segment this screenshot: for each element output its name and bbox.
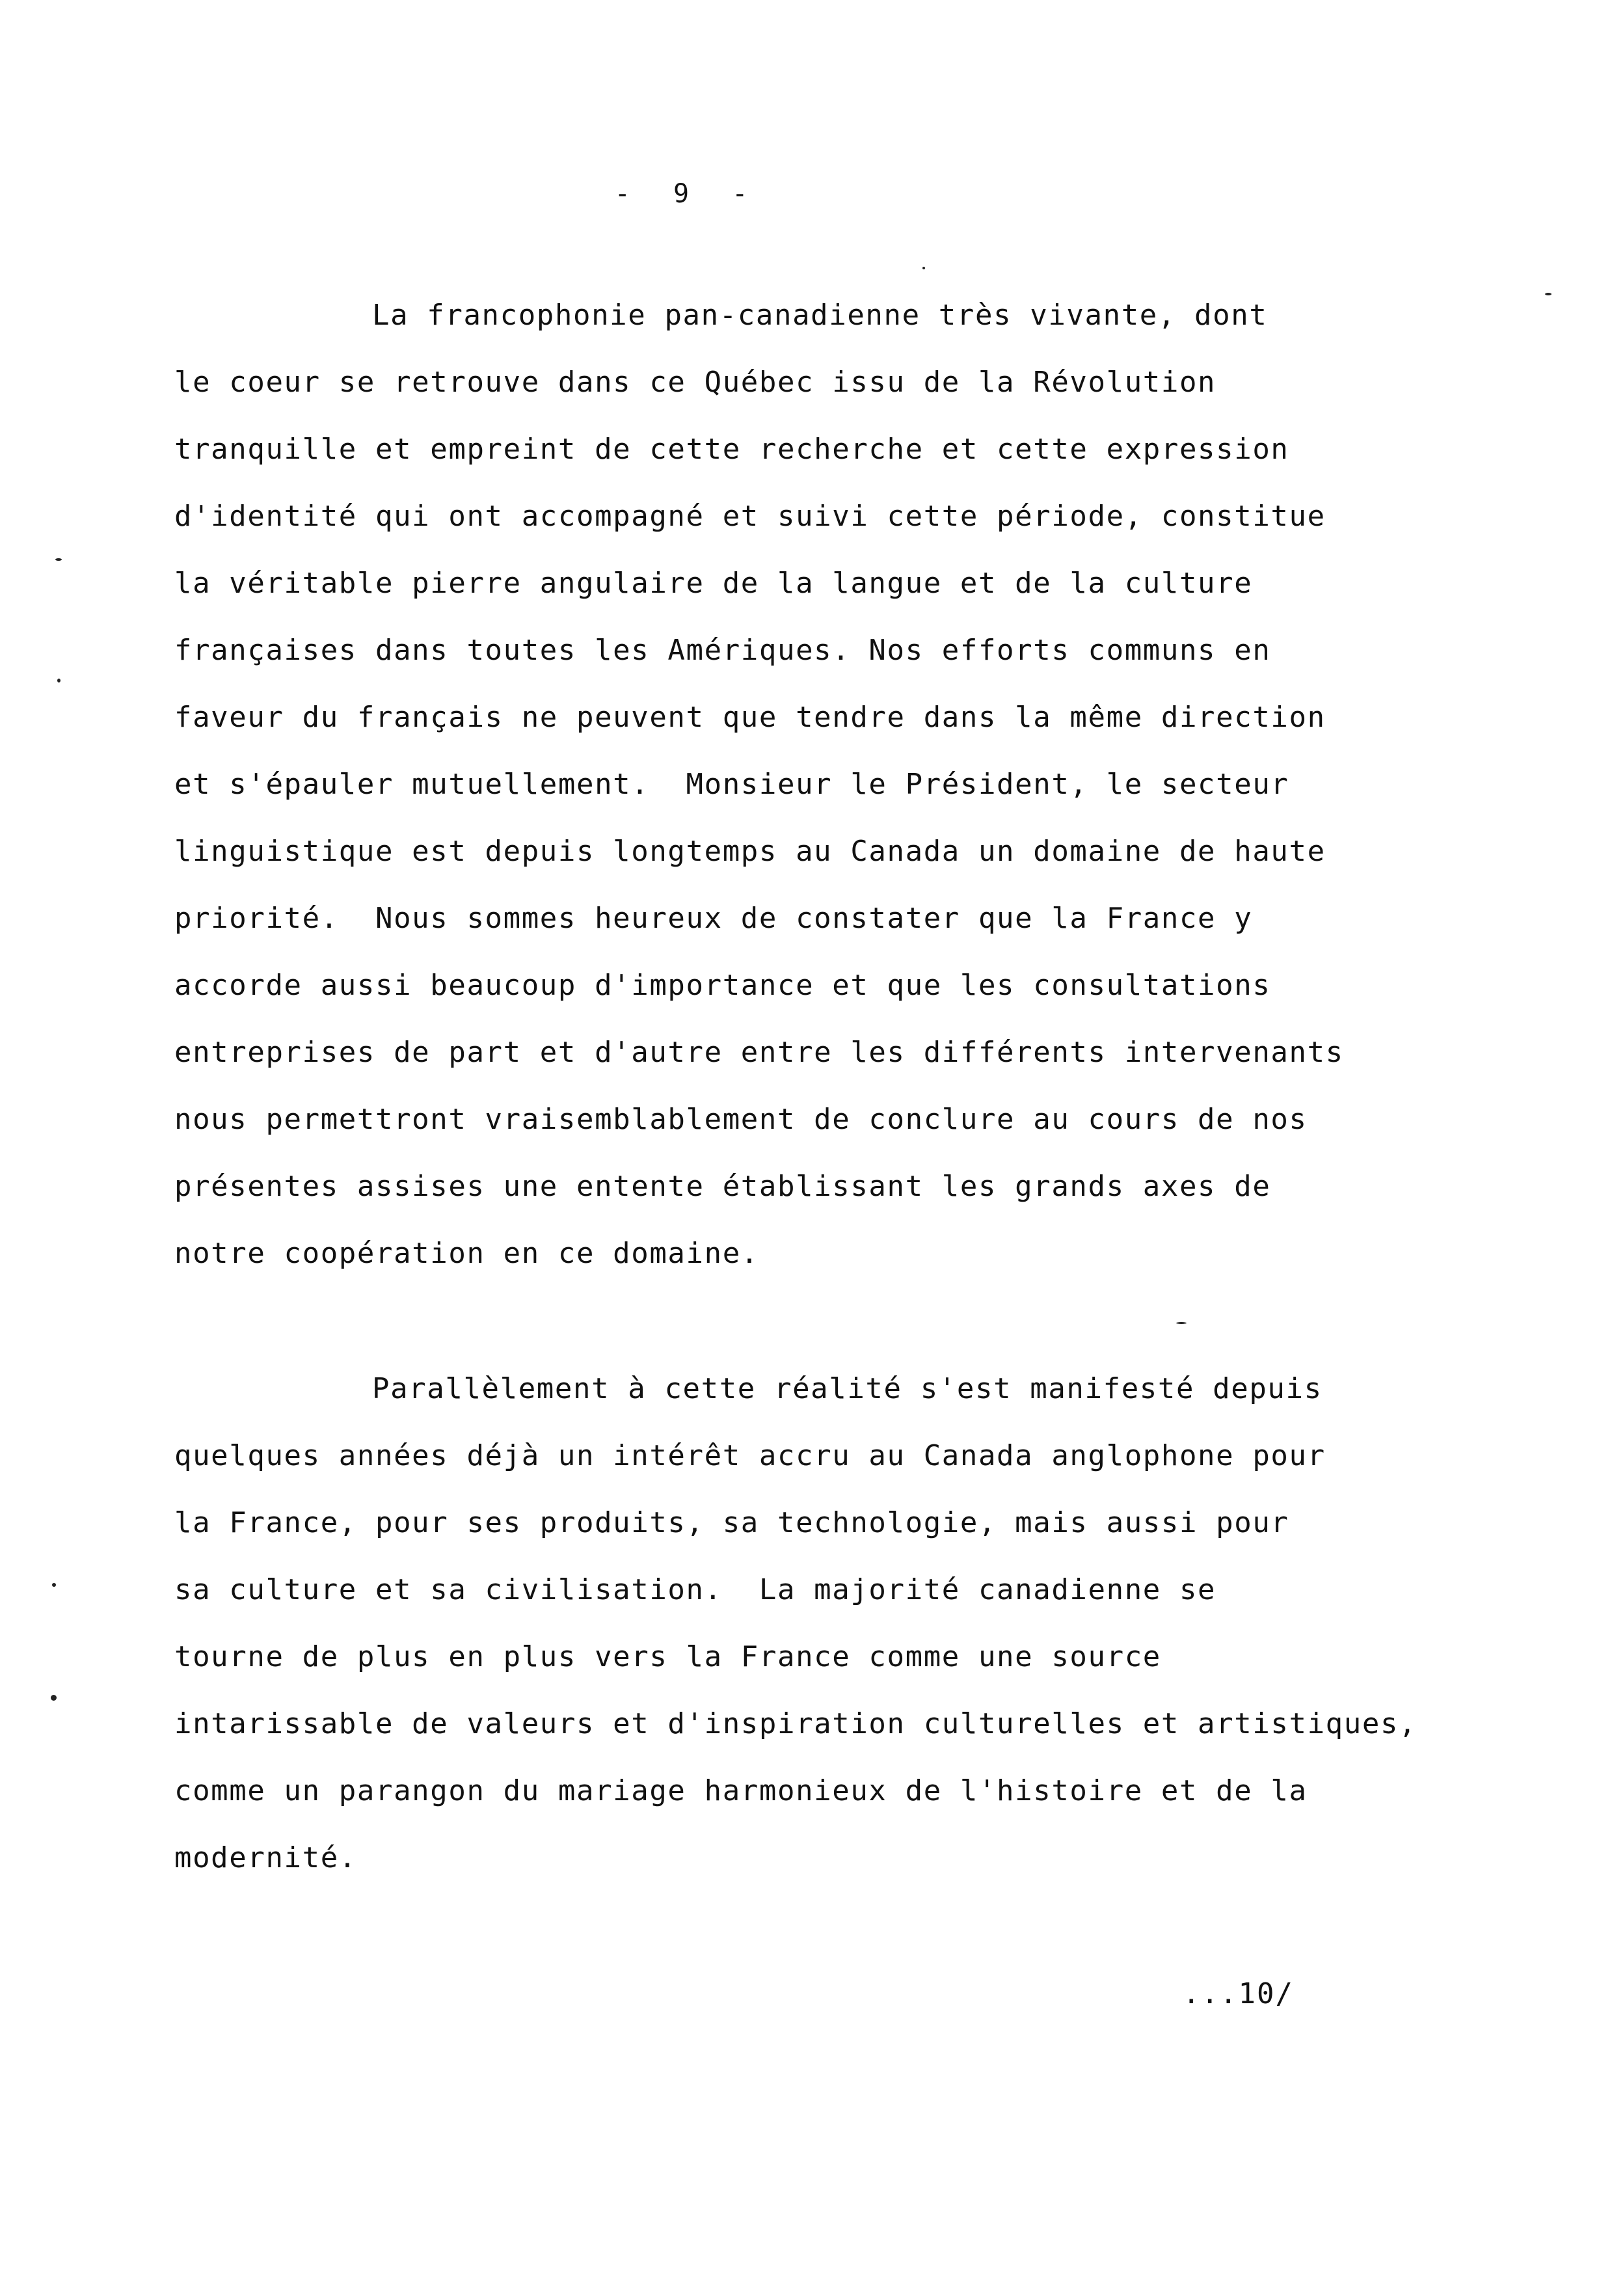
text-line: notre coopération en ce domaine. [174, 1237, 759, 1270]
text-line: la France, pour ses produits, sa technologie, mais aussi pour [174, 1506, 1289, 1539]
text-line: quelques années déjà un intérêt accru au Canada anglophone pour [174, 1439, 1326, 1472]
scan-speck [922, 267, 925, 269]
text-line: comme un parangon du mariage harmonieux de l'histoire et de la [174, 1774, 1308, 1807]
text-line: tranquille et empreint de cette recherche et cette expression [174, 433, 1289, 466]
scan-speck [55, 558, 62, 561]
continuation-marker: ...10/ [1183, 1977, 1294, 2010]
text-line: d'identité qui ont accompagné et suivi cette période, constitue [174, 500, 1326, 533]
text-line: françaises dans toutes les Amériques. Nos efforts communs en [174, 634, 1271, 667]
text-line: La francophonie pan-canadienne très vivante, dont [372, 299, 1268, 332]
text-line: priorité. Nous sommes heureux de constater que la France y [174, 902, 1253, 935]
scan-speck [1176, 1322, 1187, 1324]
text-line: présentes assises une entente établissant les grands axes de [174, 1170, 1271, 1203]
text-line: sa culture et sa civilisation. La majorité canadienne se [174, 1573, 1216, 1606]
text-line: intarissable de valeurs et d'inspiration culturelles et artistiques, [174, 1707, 1418, 1740]
text-line: faveur du français ne peuvent que tendre dans la même direction [174, 701, 1326, 734]
text-line: Parallèlement à cette réalité s'est manifesté depuis [372, 1372, 1323, 1405]
text-line: accorde aussi beaucoup d'importance et que les consultations [174, 969, 1271, 1002]
text-line: la véritable pierre angulaire de la langue et de la culture [174, 567, 1253, 600]
text-line: et s'épauler mutuellement. Monsieur le Président, le secteur [174, 768, 1289, 801]
text-line: tourne de plus en plus vers la France comme une source [174, 1640, 1161, 1673]
text-line: modernité. [174, 1841, 357, 1874]
scan-speck [52, 1583, 56, 1587]
text-line: entreprises de part et d'autre entre les différents intervenants [174, 1036, 1344, 1069]
scan-speck [57, 679, 60, 682]
text-line: le coeur se retrouve dans ce Québec issu de la Révolution [174, 366, 1216, 399]
scan-speck [1545, 293, 1552, 295]
page-number: - 9 - [614, 179, 752, 209]
text-line: linguistique est depuis longtemps au Canada un domaine de haute [174, 835, 1326, 868]
text-line: nous permettront vraisemblablement de conclure au cours de nos [174, 1103, 1308, 1136]
scan-speck [51, 1695, 57, 1701]
